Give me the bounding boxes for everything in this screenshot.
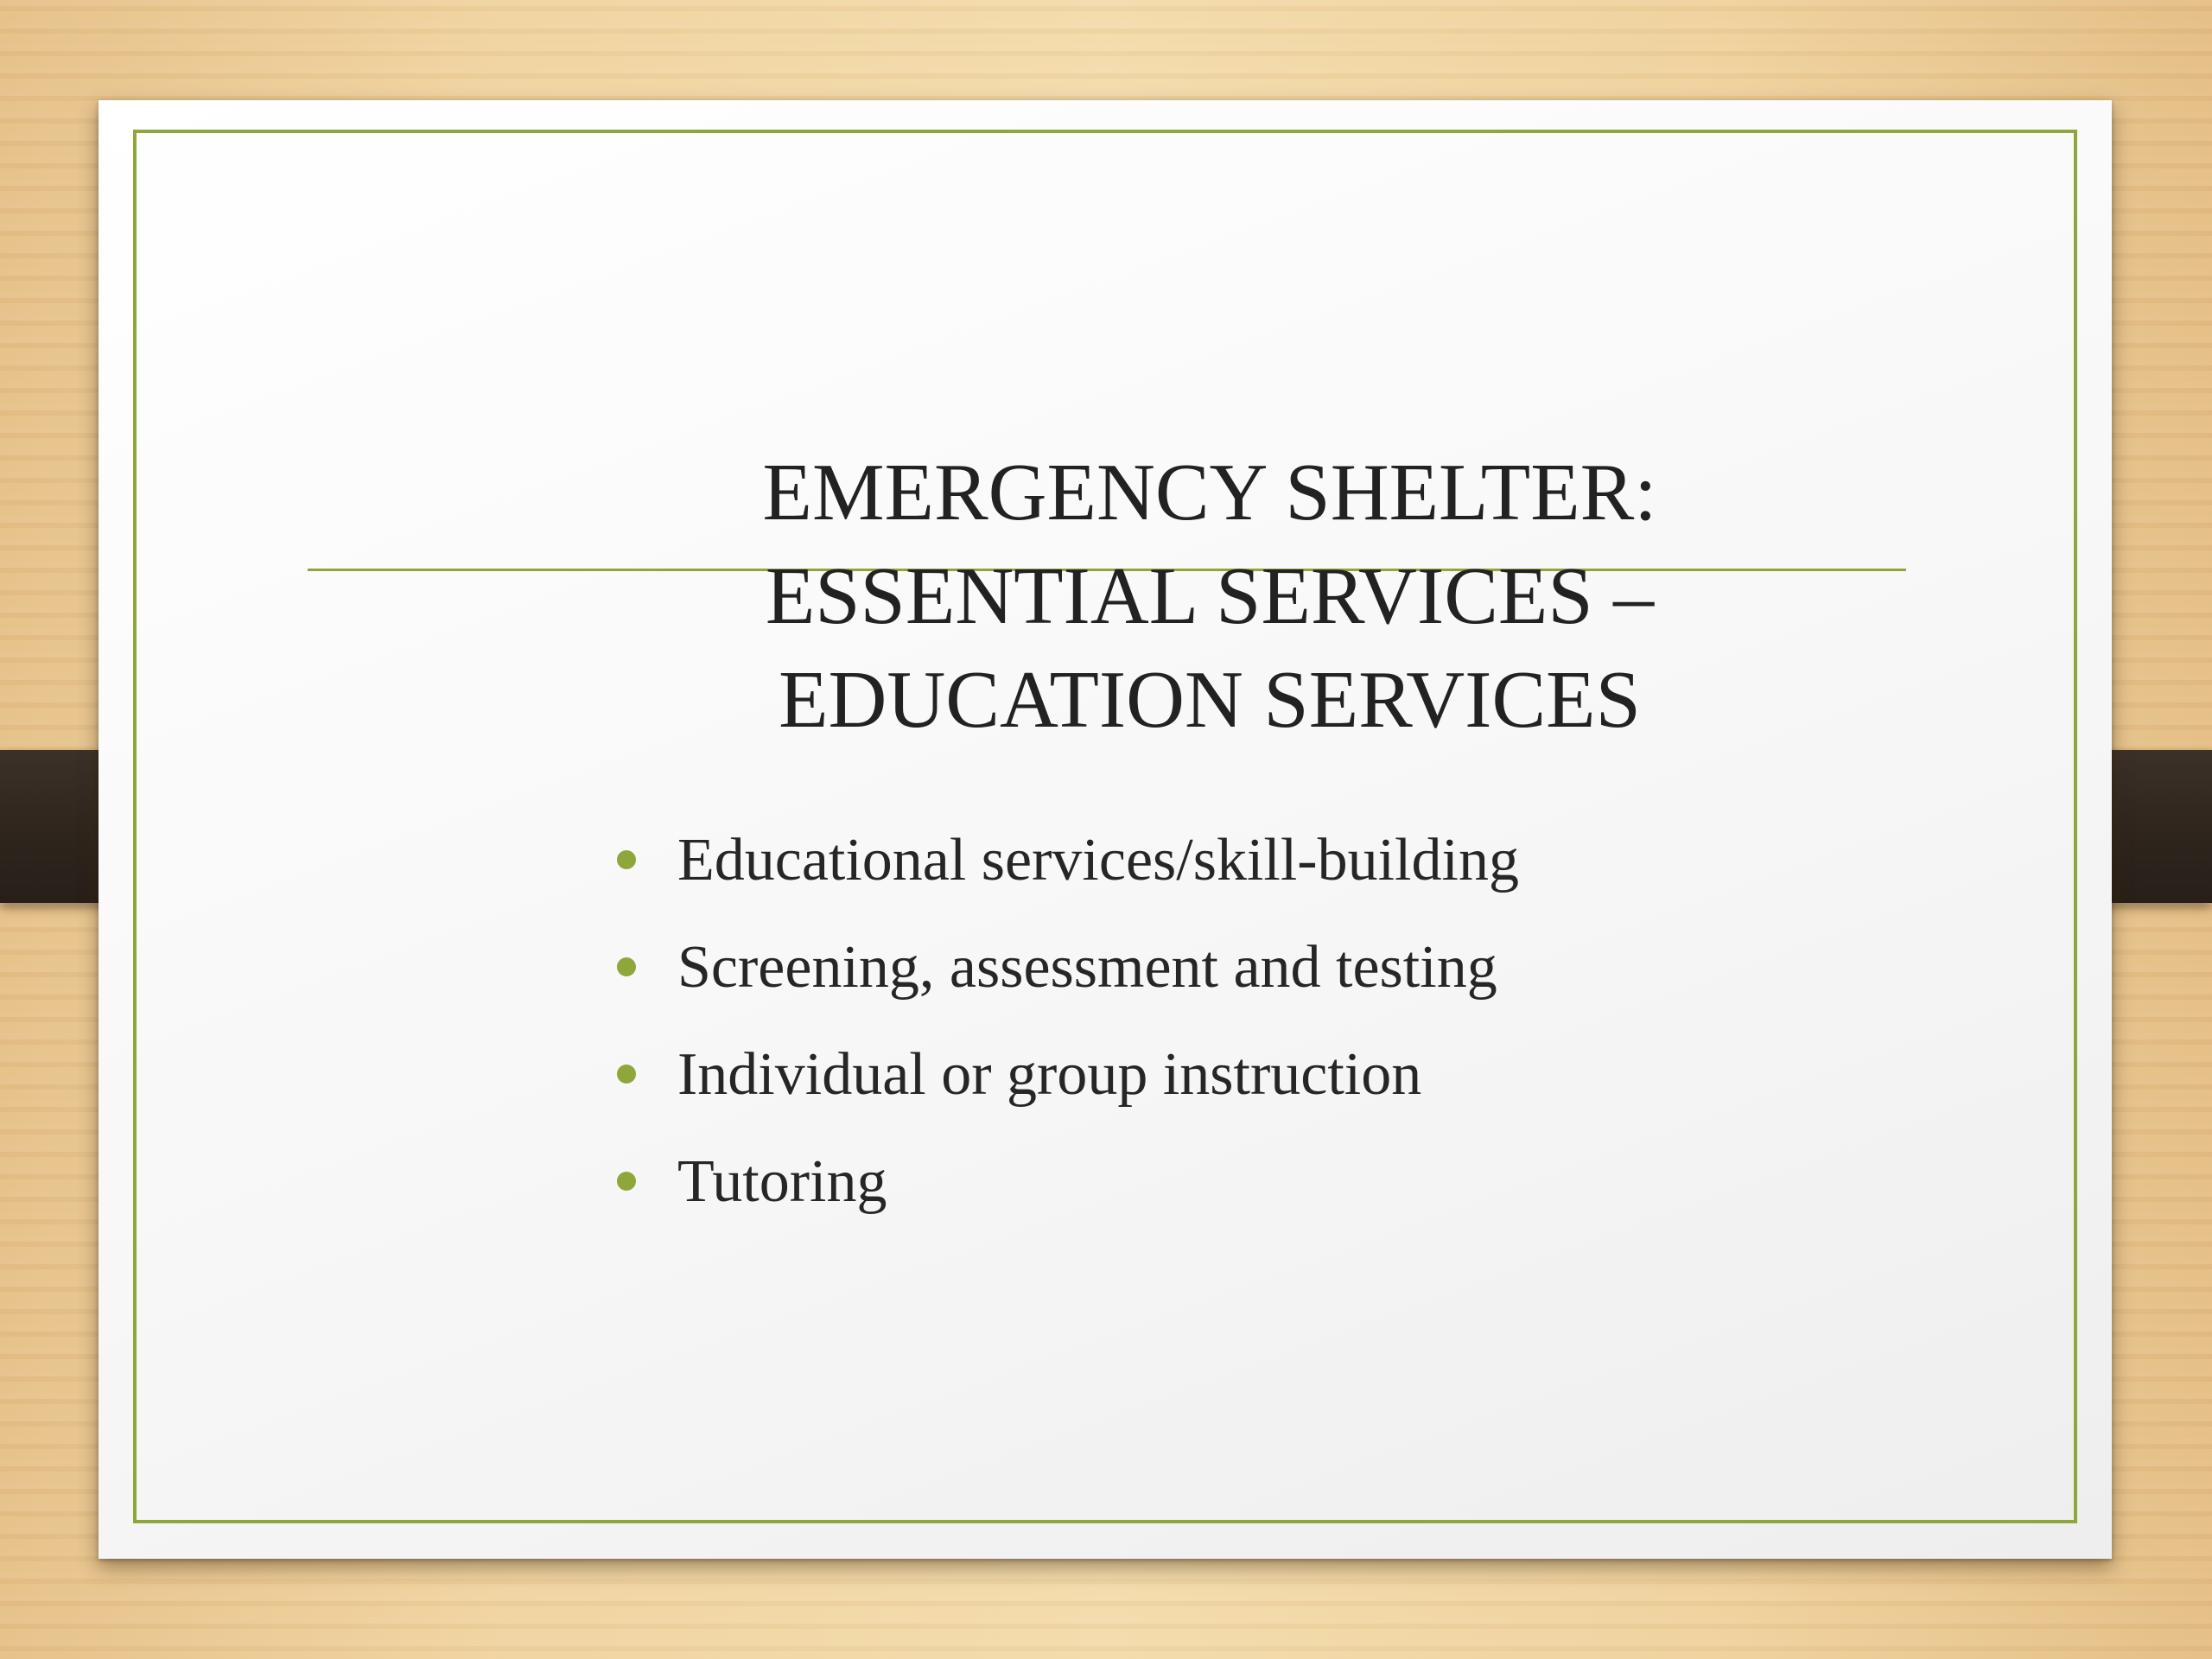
bullet-text: Individual or group instruction (677, 1041, 1422, 1108)
bullet-dot-icon (617, 1065, 636, 1084)
slide (99, 100, 2112, 1559)
bullet-dot-icon (617, 957, 636, 976)
slide-title-line-3: EDUCATION SERVICES (779, 655, 1641, 745)
bullet-text: Tutoring (677, 1148, 887, 1215)
slide-title-line-2: ESSENTIAL SERVICES – (765, 551, 1655, 641)
slide-title-line-1: EMERGENCY SHELTER: (762, 448, 1657, 537)
bullet-text: Screening, assessment and testing (677, 934, 1497, 1001)
slide-title (432, 441, 1987, 752)
bullet-dot-icon (617, 1172, 636, 1191)
bullet-dot-icon (617, 850, 636, 869)
bullet-text: Educational services/skill-building (677, 827, 1519, 893)
